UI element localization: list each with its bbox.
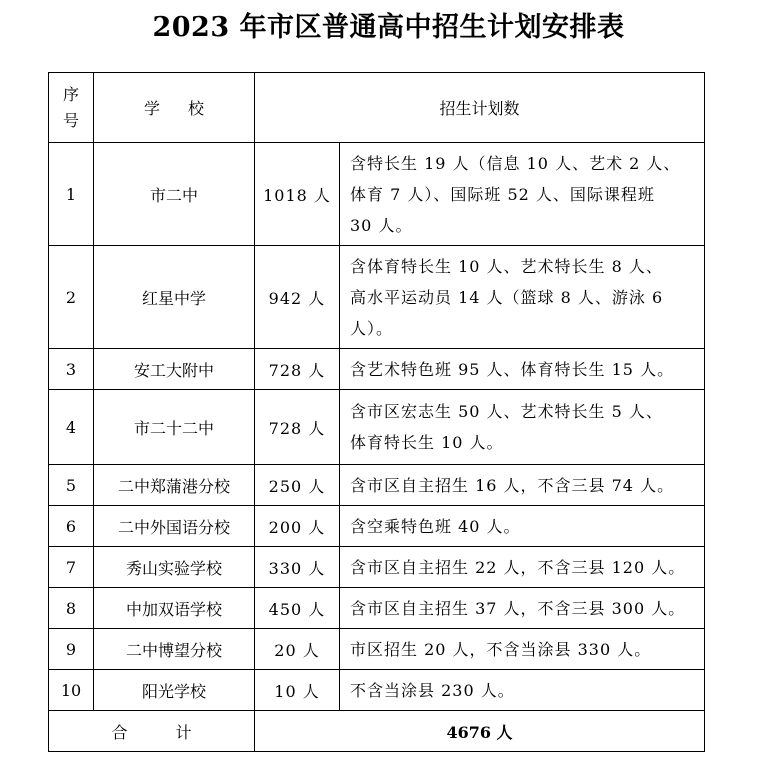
note-line: 体育特长生 10 人。 bbox=[350, 433, 504, 452]
row-number: 8 bbox=[49, 588, 94, 629]
note-line: 含市区自主招生 22 人，不含三县 120 人。 bbox=[350, 557, 686, 577]
enrollment-note bbox=[340, 588, 705, 629]
table-row bbox=[49, 629, 705, 670]
row-number: 4 bbox=[49, 390, 94, 465]
total-row bbox=[49, 711, 705, 752]
total-label bbox=[49, 711, 255, 752]
header-plan: 招生计划数 bbox=[255, 73, 705, 143]
note-line: 含市区宏志生 50 人、艺术特长生 5 人、 bbox=[350, 402, 663, 421]
enrollment-note bbox=[340, 246, 705, 349]
enrollment-count: 728 人 bbox=[255, 390, 340, 465]
school-name: 中加双语学校 bbox=[94, 588, 255, 629]
enrollment-note bbox=[340, 506, 705, 547]
enrollment-count: 728 人 bbox=[255, 349, 340, 390]
total-label-char1: 合 bbox=[111, 722, 128, 742]
note-line: 含市区自主招生 37 人，不含三县 300 人。 bbox=[350, 598, 686, 618]
enrollment-count: 200 人 bbox=[255, 506, 340, 547]
table-row bbox=[49, 547, 705, 588]
school-name: 市二中 bbox=[94, 143, 255, 246]
row-number: 7 bbox=[49, 547, 94, 588]
note-line: 含空乘特色班 40 人。 bbox=[350, 516, 521, 536]
row-number: 2 bbox=[49, 246, 94, 349]
row-number: 6 bbox=[49, 506, 94, 547]
enrollment-count: 1018 人 bbox=[255, 143, 340, 246]
table-row bbox=[49, 670, 705, 711]
note-line: 不含当涂县 230 人。 bbox=[350, 680, 515, 700]
enrollment-note bbox=[340, 143, 705, 246]
header-school-char1: 学 bbox=[143, 99, 160, 118]
note-line: 含市区自主招生 16 人，不含三县 74 人。 bbox=[350, 475, 675, 495]
school-name: 秀山实验学校 bbox=[94, 547, 255, 588]
enrollment-note bbox=[340, 670, 705, 711]
row-number: 9 bbox=[49, 629, 94, 670]
enrollment-note bbox=[340, 390, 705, 465]
note-line: 含体育特长生 10 人、艺术特长生 8 人、 bbox=[350, 256, 663, 276]
header-seq-line2: 号 bbox=[62, 110, 79, 130]
header-row bbox=[49, 73, 705, 143]
school-name: 红星中学 bbox=[94, 246, 255, 349]
enrollment-note bbox=[340, 547, 705, 588]
school-name: 二中郑蒲港分校 bbox=[94, 465, 255, 506]
table-row bbox=[49, 143, 705, 246]
note-line: 体育 7 人）、国际班 52 人、国际课程班 bbox=[350, 184, 655, 204]
school-name: 安工大附中 bbox=[94, 349, 255, 390]
total-value: 4676 人 bbox=[255, 711, 705, 752]
table-row bbox=[49, 588, 705, 629]
header-seq bbox=[49, 73, 94, 143]
header-school-char2: 校 bbox=[188, 99, 205, 118]
enrollment-note bbox=[340, 465, 705, 506]
note-line: 含艺术特色班 95 人、体育特长生 15 人。 bbox=[350, 359, 675, 379]
table-row bbox=[49, 246, 705, 349]
table-body bbox=[49, 73, 705, 752]
note-line: 人）。 bbox=[350, 318, 394, 338]
table-row bbox=[49, 349, 705, 390]
school-name: 二中博望分校 bbox=[94, 629, 255, 670]
note-line: 高水平运动员 14 人（篮球 8 人、游泳 6 bbox=[350, 287, 664, 307]
row-number: 1 bbox=[49, 143, 94, 246]
table-row bbox=[49, 390, 705, 465]
row-number: 10 bbox=[49, 670, 94, 711]
header-seq-line1: 序 bbox=[62, 84, 79, 104]
enrollment-count: 10 人 bbox=[255, 670, 340, 711]
row-number: 5 bbox=[49, 465, 94, 506]
enrollment-plan-table bbox=[48, 72, 705, 752]
table-row bbox=[49, 506, 705, 547]
header-school bbox=[94, 73, 255, 143]
note-line: 含特长生 19 人（信息 10 人、艺术 2 人、 bbox=[350, 153, 681, 173]
enrollment-count: 20 人 bbox=[255, 629, 340, 670]
document-title: 2023 年市区普通高中招生计划安排表 bbox=[152, 12, 625, 43]
enrollment-count: 330 人 bbox=[255, 547, 340, 588]
school-name: 阳光学校 bbox=[94, 670, 255, 711]
row-number: 3 bbox=[49, 349, 94, 390]
enrollment-count: 450 人 bbox=[255, 588, 340, 629]
note-line: 30 人。 bbox=[350, 215, 413, 235]
enrollment-count: 942 人 bbox=[255, 246, 340, 349]
school-name: 二中外国语分校 bbox=[94, 506, 255, 547]
enrollment-count: 250 人 bbox=[255, 465, 340, 506]
table-row bbox=[49, 465, 705, 506]
enrollment-note bbox=[340, 629, 705, 670]
school-name: 市二十二中 bbox=[94, 390, 255, 465]
note-line: 市区招生 20 人，不含当涂县 330 人。 bbox=[350, 639, 652, 659]
enrollment-note bbox=[340, 349, 705, 390]
total-label-char2: 计 bbox=[175, 722, 192, 742]
